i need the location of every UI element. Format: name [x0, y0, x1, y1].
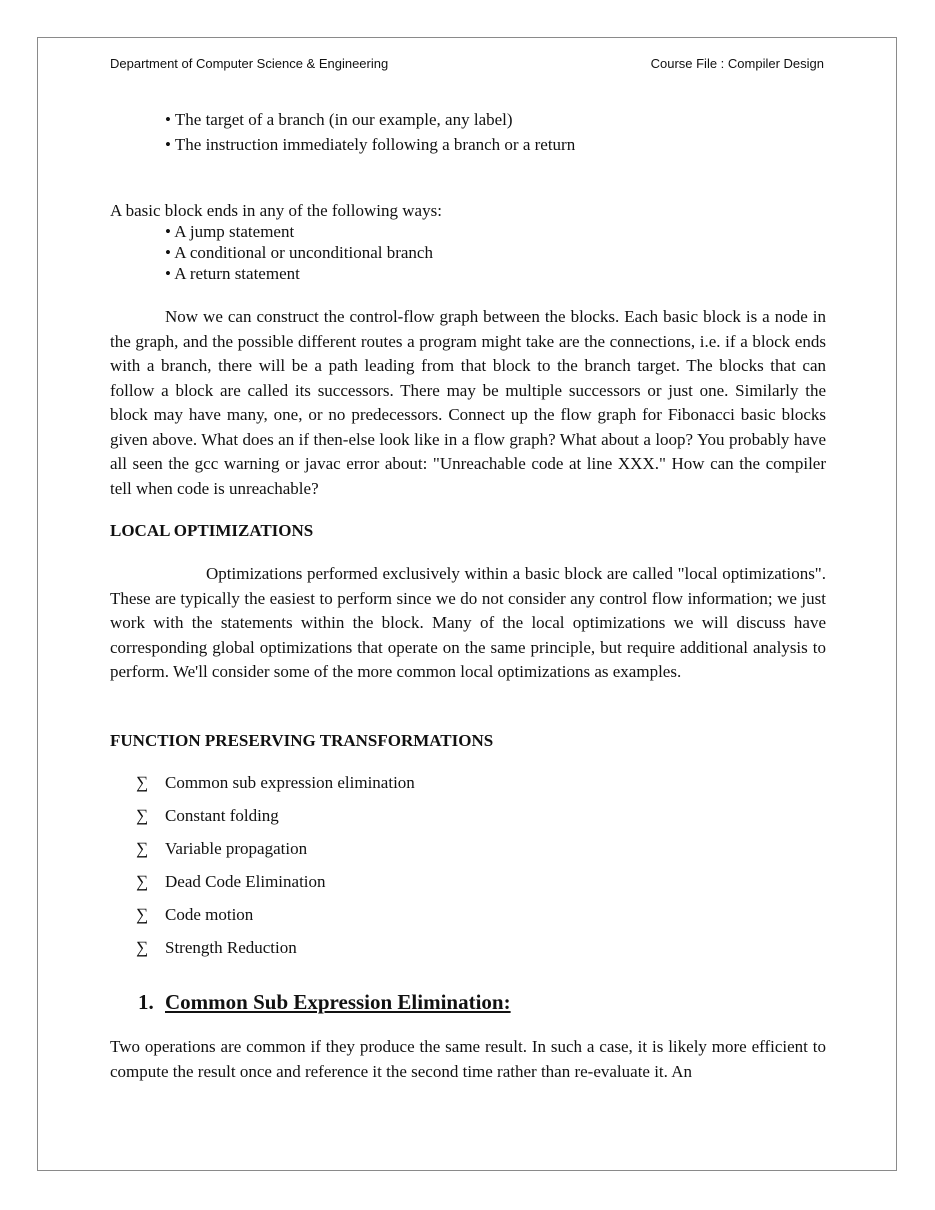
sigma-bullet-icon: ∑ — [136, 806, 149, 825]
sigma-bullet-icon: ∑ — [136, 905, 149, 924]
cse-paragraph: Two operations are common if they produce the same result. In such a case, it is likely more efficient to compute the result once and reference it the second time rather than re-evaluate it. An — [110, 1037, 826, 1081]
local-optimizations-heading: LOCAL OPTIMIZATIONS — [110, 521, 314, 540]
sigma-bullet-icon: ∑ — [136, 938, 149, 957]
header-course-file: Course File : Compiler Design — [650, 56, 824, 71]
function-preserving-heading: FUNCTION PRESERVING TRANSFORMATIONS — [110, 731, 494, 750]
leader-bullet: • The target of a branch (in our example, any label) — [165, 110, 513, 129]
section-number: 1. — [138, 990, 154, 1014]
list-item-label: Constant folding — [165, 806, 279, 825]
sigma-bullet-icon: ∑ — [136, 773, 149, 792]
list-item-label: Dead Code Elimination — [165, 872, 326, 891]
block-end-bullet: • A jump statement — [165, 222, 295, 241]
list-item-label: Variable propagation — [165, 839, 308, 858]
header-department: Department of Computer Science & Engineering — [110, 56, 389, 71]
cfg-paragraph: Now we can construct the control-flow graph between the blocks. Each basic block is a node in the graph, and the possible different routes a program might take are the connections, i.e. if a block ends with a branch, there will be a path leading from that block to the branch target. The blocks that can follow a block are called its successors. There may be multiple successors or just one. Similarly the block may have many, one, or no predecessors. Connect up the flow graph for Fibonacci basic blocks given above. What does an if then-else look like in a flow graph? What about a loop? You probably have all seen the gcc warning or javac error about: "Unreachable code at line XXX." How can the compiler tell when code is unreachable? — [110, 307, 826, 498]
block-end-bullet: • A conditional or unconditional branch — [165, 243, 433, 262]
sigma-bullet-icon: ∑ — [136, 839, 149, 858]
sigma-bullet-icon: ∑ — [136, 872, 149, 891]
block-end-bullet: • A return statement — [165, 264, 300, 283]
leader-bullet: • The instruction immediately following a branch or a return — [165, 135, 576, 154]
block-end-intro: A basic block ends in any of the following ways: — [110, 201, 442, 220]
local-optimizations-paragraph: Optimizations performed exclusively within a basic block are called "local optimizations". These are typically the easiest to perform since we do not consider any control flow information; we just work with the statements within the block. Many of the local optimizations we will discuss have corresponding global optimizations that operate on the same principle, but require additional analysis to perform. We'll consider some of the more common local optimizations as examples. — [110, 564, 826, 681]
list-item-label: Common sub expression elimination — [165, 773, 415, 792]
section-title: Common Sub Expression Elimination: — [165, 990, 511, 1014]
list-item-label: Strength Reduction — [165, 938, 297, 957]
list-item-label: Code motion — [165, 905, 254, 924]
